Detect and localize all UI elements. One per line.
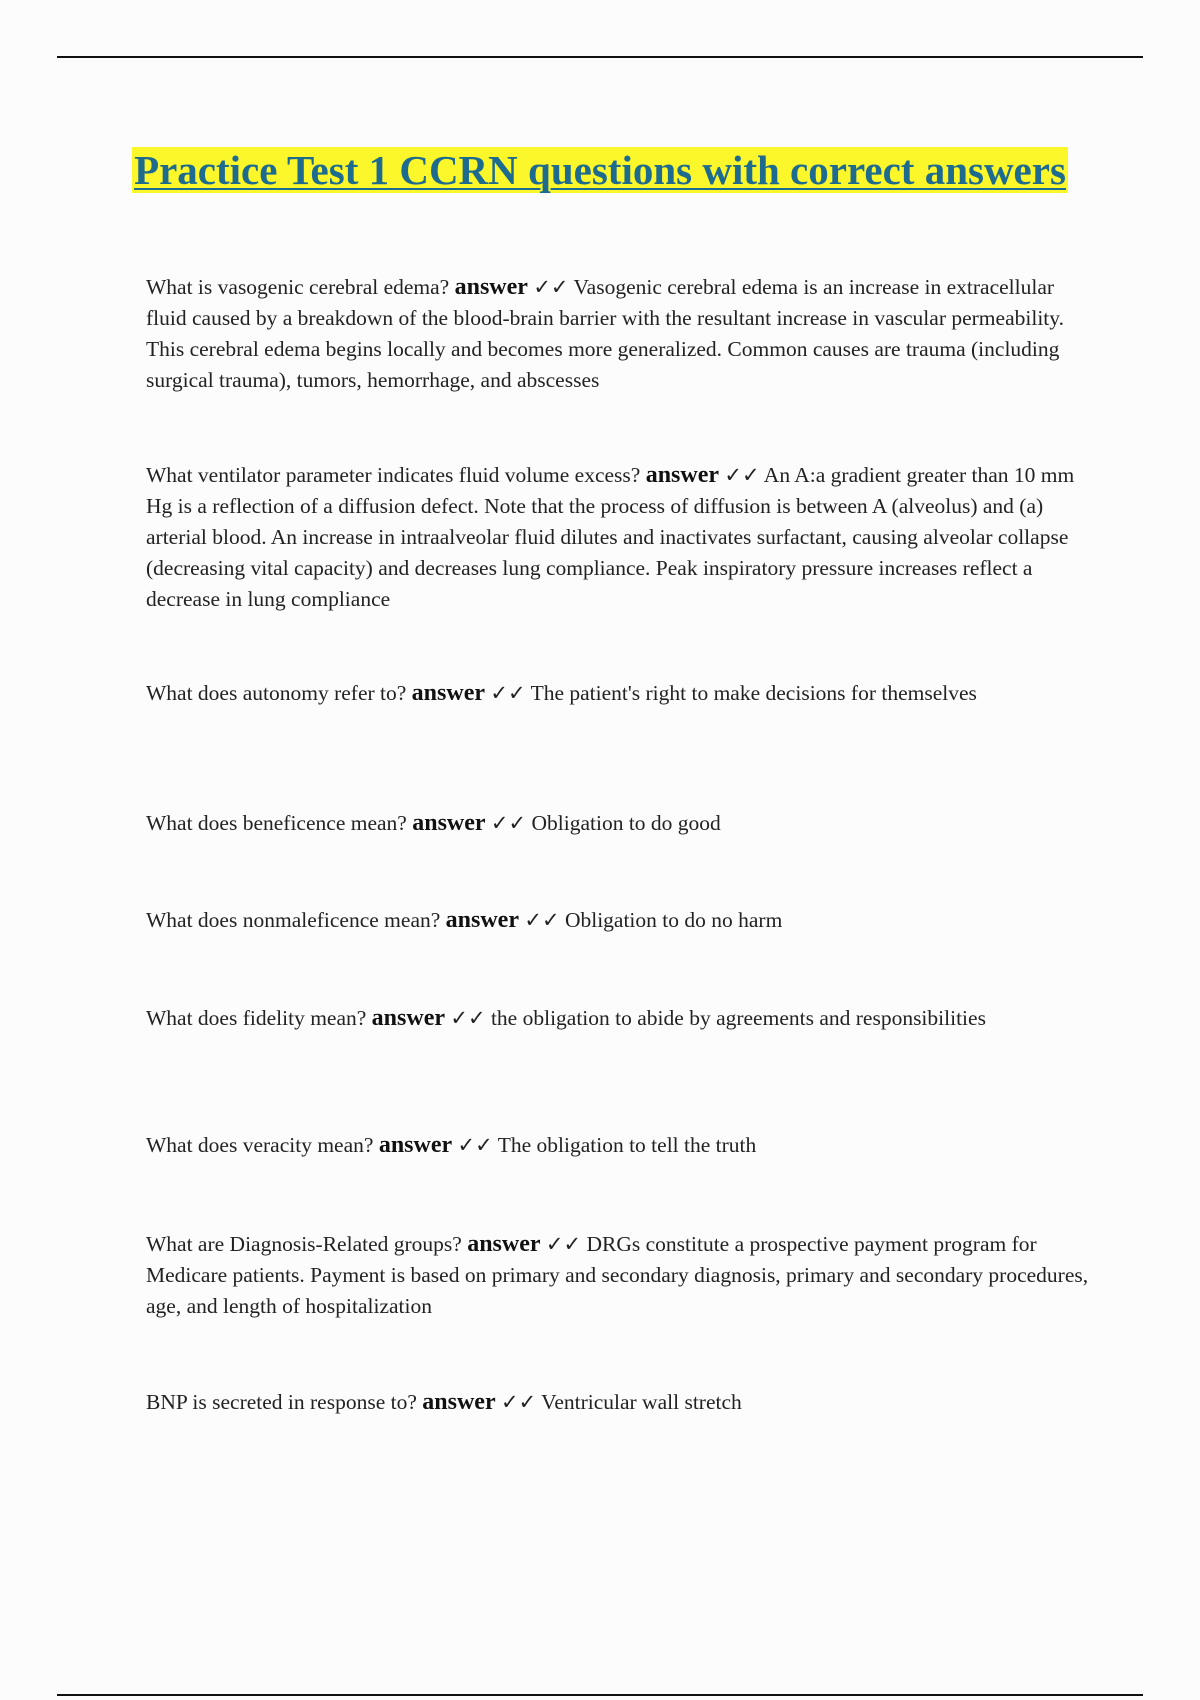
question-text: What ventilator parameter indicates fluid volume excess?	[146, 463, 641, 487]
answer-text: DRGs constitute a prospective payment program for Medicare patients. Payment is based on primary and secondary diagnosis, primary and secondary procedures, age, and length of hospitalization	[146, 1232, 1089, 1318]
answer-label: answer	[645, 462, 720, 488]
answer-label: answer	[378, 1132, 453, 1158]
check-marks: ✓✓	[533, 275, 569, 299]
answer-label: answer	[454, 274, 528, 300]
check-marks: ✓✓	[724, 463, 760, 487]
question-text: What are Diagnosis-Related groups?	[146, 1232, 462, 1256]
answer-text: The patient's right to make decisions for themselves	[530, 681, 977, 705]
qa-item	[146, 272, 1096, 396]
check-marks: ✓✓	[500, 1390, 537, 1414]
check-marks: ✓✓	[545, 1232, 582, 1256]
question-text: What does nonmaleficence mean?	[146, 908, 441, 932]
header-rule	[57, 56, 1143, 58]
question-text: What does autonomy refer to?	[146, 681, 407, 705]
answer-label: answer	[422, 1389, 496, 1415]
qa-item	[146, 678, 1096, 709]
answer-text: An A:a gradient greater than 10 mm Hg is a reflection of a diffusion defect. Note that the process of diffusion is between A (alveolus) and (a) arterial blood. An increase in intraalveolar fluid dilutes and inactivates surfactant, causing alveolar collapse (decreasing vital capacity) and decreases lung compliance. Peak inspiratory pressure increases reflect a decrease in lung compliance	[146, 463, 1075, 611]
qa-item	[146, 1130, 1096, 1161]
check-marks: ✓✓	[457, 1133, 493, 1157]
check-marks: ✓✓	[524, 908, 560, 932]
answer-label: answer	[411, 680, 485, 706]
answer-text: Ventricular wall stretch	[541, 1390, 742, 1414]
answer-label: answer	[412, 810, 486, 836]
question-text: What does beneficence mean?	[146, 811, 407, 835]
answer-label: answer	[371, 1005, 445, 1031]
qa-item	[146, 808, 1096, 839]
page-title: Practice Test 1 CCRN questions with correct answers	[134, 147, 1066, 193]
question-text: What is vasogenic cerebral edema?	[146, 275, 450, 299]
answer-label: answer	[467, 1231, 541, 1257]
check-marks: ✓✓	[490, 681, 526, 705]
check-marks: ✓✓	[450, 1006, 486, 1030]
check-marks: ✓✓	[490, 811, 527, 835]
answer-text: Obligation to do no harm	[564, 908, 783, 932]
answer-text: The obligation to tell the truth	[497, 1133, 757, 1157]
qa-item	[146, 460, 1096, 615]
title-block	[100, 142, 1100, 198]
question-text: What does veracity mean?	[146, 1133, 374, 1157]
answer-text: Vasogenic cerebral edema is an increase in extracellular fluid caused by a breakdown of the blood-brain barrier with the resultant increase in vascular permeability. This cerebral edema begins locally and becomes more generalized. Common causes are trauma (including surgical trauma), tumors, hemorrhage, and abscesses	[146, 275, 1064, 392]
question-text: What does fidelity mean?	[146, 1006, 367, 1030]
answer-text: Obligation to do good	[531, 811, 721, 835]
qa-item	[146, 1229, 1096, 1322]
qa-item	[146, 1387, 1096, 1418]
qa-item	[146, 1003, 1096, 1034]
qa-item	[146, 905, 1096, 936]
question-text: BNP is secreted in response to?	[146, 1390, 417, 1414]
answer-text: the obligation to abide by agreements and responsibilities	[490, 1006, 986, 1030]
footer-rule	[57, 1694, 1143, 1696]
answer-label: answer	[445, 907, 519, 933]
